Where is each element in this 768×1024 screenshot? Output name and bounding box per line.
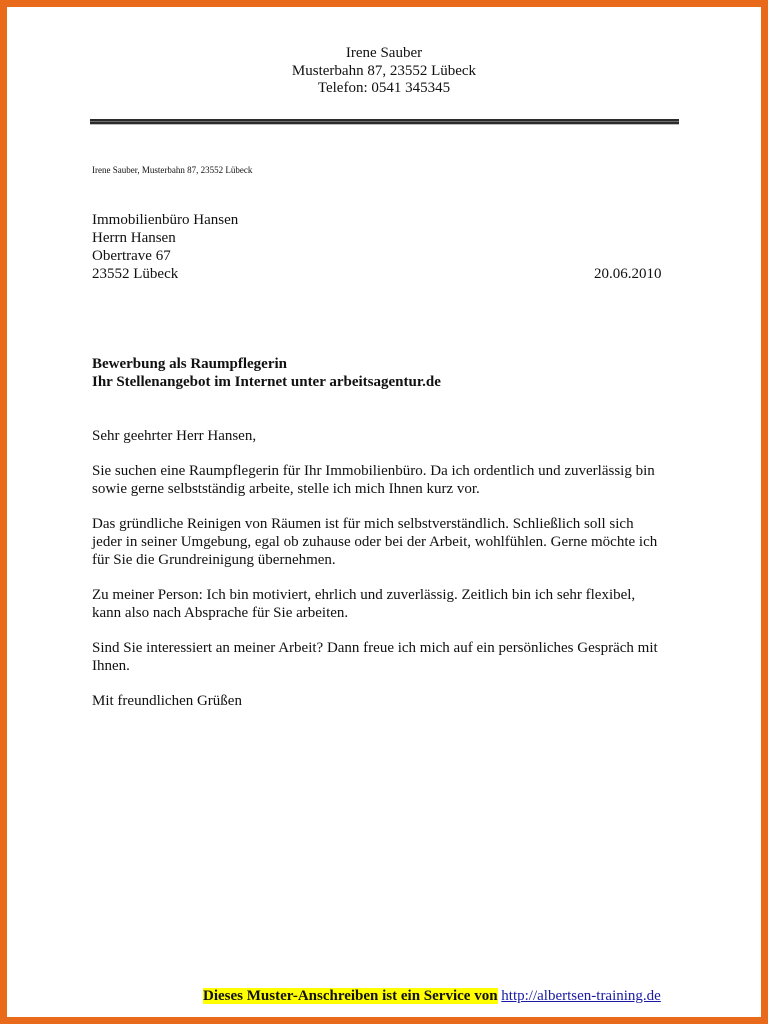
subject-line-2: Ihr Stellenangebot im Internet unter arbeitsagentur.de xyxy=(92,374,441,390)
letterhead xyxy=(0,45,768,98)
paragraph-3-line-2: kann also nach Absprache für Sie arbeiten. xyxy=(92,605,349,621)
paragraph-1 xyxy=(92,462,692,498)
footer-link[interactable]: http://albertsen-training.de xyxy=(501,988,661,1004)
paragraph-3-line-1: Zu meiner Person: Ich bin motiviert, ehrlich und zuverlässig. Zeitlich bin ich sehr flexibel, xyxy=(92,587,636,603)
return-address: Irene Sauber, Musterbahn 87, 23552 Lübeck xyxy=(92,165,253,175)
salutation: Sehr geehrter Herr Hansen, xyxy=(92,428,257,444)
paragraph-2-line-3: für Sie die Grundreinigung übernehmen. xyxy=(92,552,336,568)
sender-address: Musterbahn 87, 23552 Lübeck xyxy=(291,62,477,79)
recipient-block xyxy=(92,211,238,283)
closing: Mit freundlichen Grüßen xyxy=(92,693,242,709)
recipient-street: Obertrave 67 xyxy=(92,248,171,264)
paragraph-2 xyxy=(92,515,692,569)
recipient-person: Herrn Hansen xyxy=(92,230,176,246)
subject-block xyxy=(92,355,441,391)
subject-line-1: Bewerbung als Raumpflegerin xyxy=(92,356,287,372)
paragraph-3 xyxy=(92,586,692,622)
letter-body xyxy=(92,427,692,727)
header-divider xyxy=(90,119,679,125)
footer-notice xyxy=(203,987,661,1005)
paragraph-2-line-1: Das gründliche Reinigen von Räumen ist für mich selbstverständlich. Schließlich soll sich xyxy=(92,516,634,532)
recipient-city: 23552 Lübeck xyxy=(92,266,179,282)
paragraph-4-line-1: Sind Sie interessiert an meiner Arbeit? Dann freue ich mich auf ein persönliches Gespräch mit xyxy=(92,640,658,656)
paragraph-1-line-1: Sie suchen eine Raumpflegerin für Ihr Immobilienbüro. Da ich ordentlich und zuverlässig bin xyxy=(92,463,655,479)
footer-notice-text: Dieses Muster-Anschreiben ist ein Service von xyxy=(203,988,498,1004)
paragraph-2-line-2: jeder in seiner Umgebung, egal ob zuhause oder bei der Arbeit, wohlfühlen. Gerne möchte ich xyxy=(92,534,658,550)
paragraph-4-line-2: Ihnen. xyxy=(92,658,130,674)
letter-date: 20.06.2010 xyxy=(594,266,662,282)
paragraph-4 xyxy=(92,639,692,675)
recipient-company: Immobilienbüro Hansen xyxy=(92,212,239,228)
sender-phone: Telefon: 0541 345345 xyxy=(317,80,451,96)
sender-name: Irene Sauber xyxy=(345,45,423,61)
paragraph-1-line-2: sowie gerne selbstständig arbeite, stelle ich mich Ihnen kurz vor. xyxy=(92,481,480,497)
